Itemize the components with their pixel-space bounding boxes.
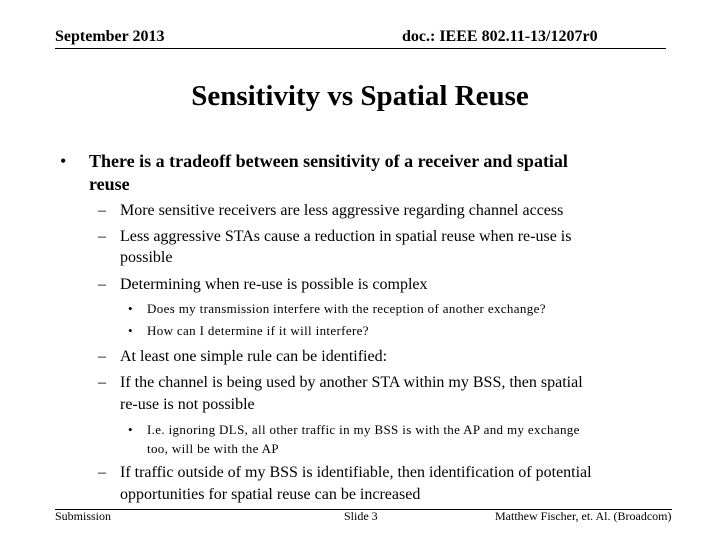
sub-bullet-5-line-1: If the channel is being used by another STA within my BSS, then spatial — [120, 374, 583, 391]
bullet-marker: • — [128, 323, 133, 338]
header-date: September 2013 — [55, 28, 165, 45]
bullet-marker: • — [128, 422, 133, 437]
sub-bullet-4: At least one simple rule can be identified: — [120, 348, 388, 365]
sub-bullet-5-line-2: re-use is not possible — [120, 396, 255, 413]
bullet-1-line-2: reuse — [89, 174, 130, 194]
slide-title: Sensitivity vs Spatial Reuse — [191, 80, 529, 112]
nested-bullet-2: How can I determine if it will interfere? — [147, 323, 369, 338]
sub-bullet-3: Determining when re-use is possible is complex — [120, 276, 428, 293]
header-divider — [55, 48, 666, 49]
footer-submission: Submission — [55, 509, 112, 523]
sub-bullet-1: More sensitive receivers are less aggressive regarding channel access — [120, 202, 564, 219]
header-doc-id: doc.: IEEE 802.11-13/1207r0 — [402, 28, 598, 45]
dash-marker: – — [98, 374, 106, 391]
sub-bullet-6-line-1: If traffic outside of my BSS is identifiable, then identification of potential — [120, 464, 592, 481]
nested-bullet-3-line-1: I.e. ignoring DLS, all other traffic in my BSS is with the AP and my exchange — [147, 422, 580, 437]
sub-bullet-2-line-1: Less aggressive STAs cause a reduction in spatial reuse when re-use is — [120, 228, 572, 245]
nested-bullet-1: Does my transmission interfere with the reception of another exchange? — [147, 301, 546, 316]
bullet-1-line-1: There is a tradeoff between sensitivity of a receiver and spatial — [89, 151, 568, 171]
dash-marker: – — [98, 276, 106, 293]
bullet-marker: • — [128, 301, 133, 316]
sub-bullet-2-line-2: possible — [120, 249, 173, 266]
bullet-marker: • — [60, 151, 67, 171]
dash-marker: – — [98, 228, 106, 245]
dash-marker: – — [98, 202, 106, 219]
footer-slide-number: Slide 3 — [344, 509, 378, 523]
nested-bullet-3-line-2: too, will be with the AP — [147, 441, 279, 456]
dash-marker: – — [98, 464, 106, 481]
sub-bullet-6-line-2: opportunities for spatial reuse can be increased — [120, 486, 421, 503]
dash-marker: – — [98, 348, 106, 365]
footer-author: Matthew Fischer, et. Al. (Broadcom) — [495, 509, 672, 523]
